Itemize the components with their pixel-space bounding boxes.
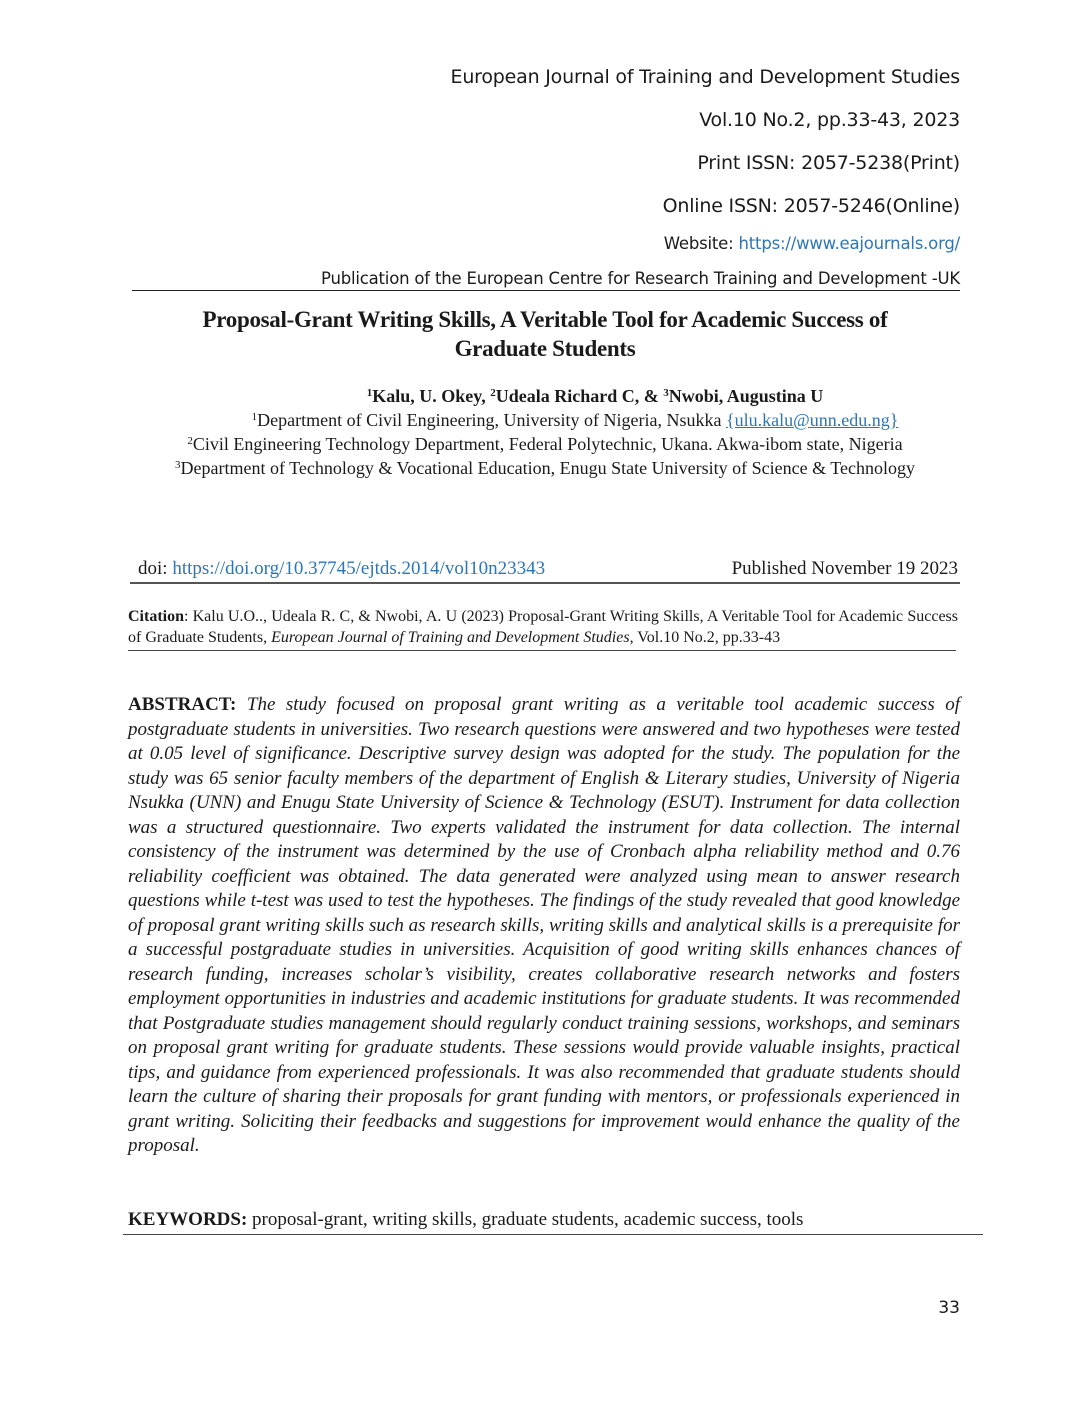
page-number: 33 <box>938 1298 960 1318</box>
citation-text-1: : Kalu U.O.., Udeala R. C, & Nwobi, A. U (2023) Proposal-Grant Writing Skills, A Veritable Tool for Academic Success of Graduate Students, <box>128 608 958 646</box>
published-date: Published November 19 2023 <box>731 558 958 579</box>
author-2-sup: 2 <box>490 387 496 399</box>
publication-line: Publication of the European Centre for Research Training and Development -UK <box>132 268 960 291</box>
author-block <box>130 384 960 480</box>
citation-block <box>128 606 958 648</box>
abstract-block <box>128 693 960 1159</box>
author-1-sup: 1 <box>366 387 373 399</box>
affiliation-2-text: Civil Engineering Technology Department, Federal Polytechnic, Ukana. Akwa-ibom state, Nigeria <box>192 434 903 454</box>
affiliation-1 <box>130 408 960 432</box>
online-issn: Online ISSN: 2057-5246(Online) <box>662 195 960 217</box>
citation-journal: European Journal of Training and Development Studies <box>271 629 630 646</box>
keywords-text: proposal-grant, writing skills, graduate students, academic success, tools <box>247 1209 804 1230</box>
title-line-2: Graduate Students <box>454 336 636 361</box>
keywords-label: KEYWORDS: <box>128 1209 248 1230</box>
website-line <box>664 234 960 253</box>
doi-link[interactable]: https://doi.org/10.37745/ejtds.2014/vol10n23343 <box>172 558 546 579</box>
affiliation-3-sup: 3 <box>175 459 181 471</box>
website-label: Website: <box>663 234 739 253</box>
affiliation-2-sup: 2 <box>187 435 193 447</box>
paper-title <box>130 305 960 363</box>
website-link[interactable]: https://www.eajournals.org/ <box>738 234 960 253</box>
affiliation-1-text: Department of Civil Engineering, University of Nigeria, Nsukka <box>257 410 727 430</box>
doi-line <box>130 556 960 584</box>
affiliation-1-sup: 1 <box>251 411 258 423</box>
author-names <box>130 384 960 408</box>
author-2: Udeala Richard C, & <box>495 386 664 406</box>
abstract-label: ABSTRACT: <box>128 694 237 715</box>
doi-label: doi: <box>138 558 173 579</box>
citation-divider <box>128 650 956 651</box>
affiliation-2 <box>130 432 960 456</box>
affiliation-3-text: Department of Technology & Vocational Education, Enugu State University of Science & Technology <box>180 458 915 478</box>
citation-text-2: , Vol.10 No.2, pp.33-43 <box>629 629 781 646</box>
keywords-line <box>123 1208 983 1235</box>
journal-name: European Journal of Training and Development Studies <box>450 66 960 88</box>
title-line-1: Proposal-Grant Writing Skills, A Veritable Tool for Academic Success of <box>202 307 888 332</box>
author-1: Kalu, U. Okey, <box>372 386 491 406</box>
author-3: Nwobi, Augustina U <box>668 386 824 406</box>
abstract-text: The study focused on proposal grant writing as a veritable tool academic success of postgraduate students in universities. Two research questions were answered and two hypotheses were tested at 0.05 level of significance. Descriptive survey design was adopted for the study. The population for the study was 65 senior faculty members of the department of English & Literary studies, University of Nigeria Nsukka (UNN) and Enugu State University of Science & Technology (ESUT). Instrument for data collection was a structured questionnaire. Two experts validated the instrument for data collection. The internal consistency of the instrument was determined by the use of Cronbach alpha reliability method and 0.76 reliability coefficient was obtained. The data generated were analyzed using mean to answer research questions while t-test was used to test the hypotheses. The findings of the study revealed that good knowledge of proposal grant writing skills such as research skills, writing skills and analytical skills is a prerequisite for a successful postgraduate studies in universities. Acquisition of good writing skills enhances chances of research funding, increases scholar’s visibility, creates collaborative research networks and fosters employment opportunities in industries and academic institutions for graduate students. It was recommended that Postgraduate studies management should regularly conduct training sessions, workshops, and seminars on proposal grant writing for graduate students. These sessions would provide valuable insights, practical tips, and guidance from experienced professionals. It was also recommended that graduate students should learn the culture of sharing their proposals for grant funding with mentors, or professionals experienced in grant writing. Soliciting their feedbacks and suggestions for improvement would enhance the quality of the proposal. <box>128 694 961 1156</box>
affiliation-3 <box>130 456 960 480</box>
author-email-link[interactable]: {ulu.kalu@unn.edu.ng} <box>726 410 899 430</box>
volume-info: Vol.10 No.2, pp.33-43, 2023 <box>699 109 960 131</box>
author-3-sup: 3 <box>663 387 669 399</box>
print-issn: Print ISSN: 2057-5238(Print) <box>697 152 960 174</box>
citation-label: Citation <box>128 608 184 625</box>
